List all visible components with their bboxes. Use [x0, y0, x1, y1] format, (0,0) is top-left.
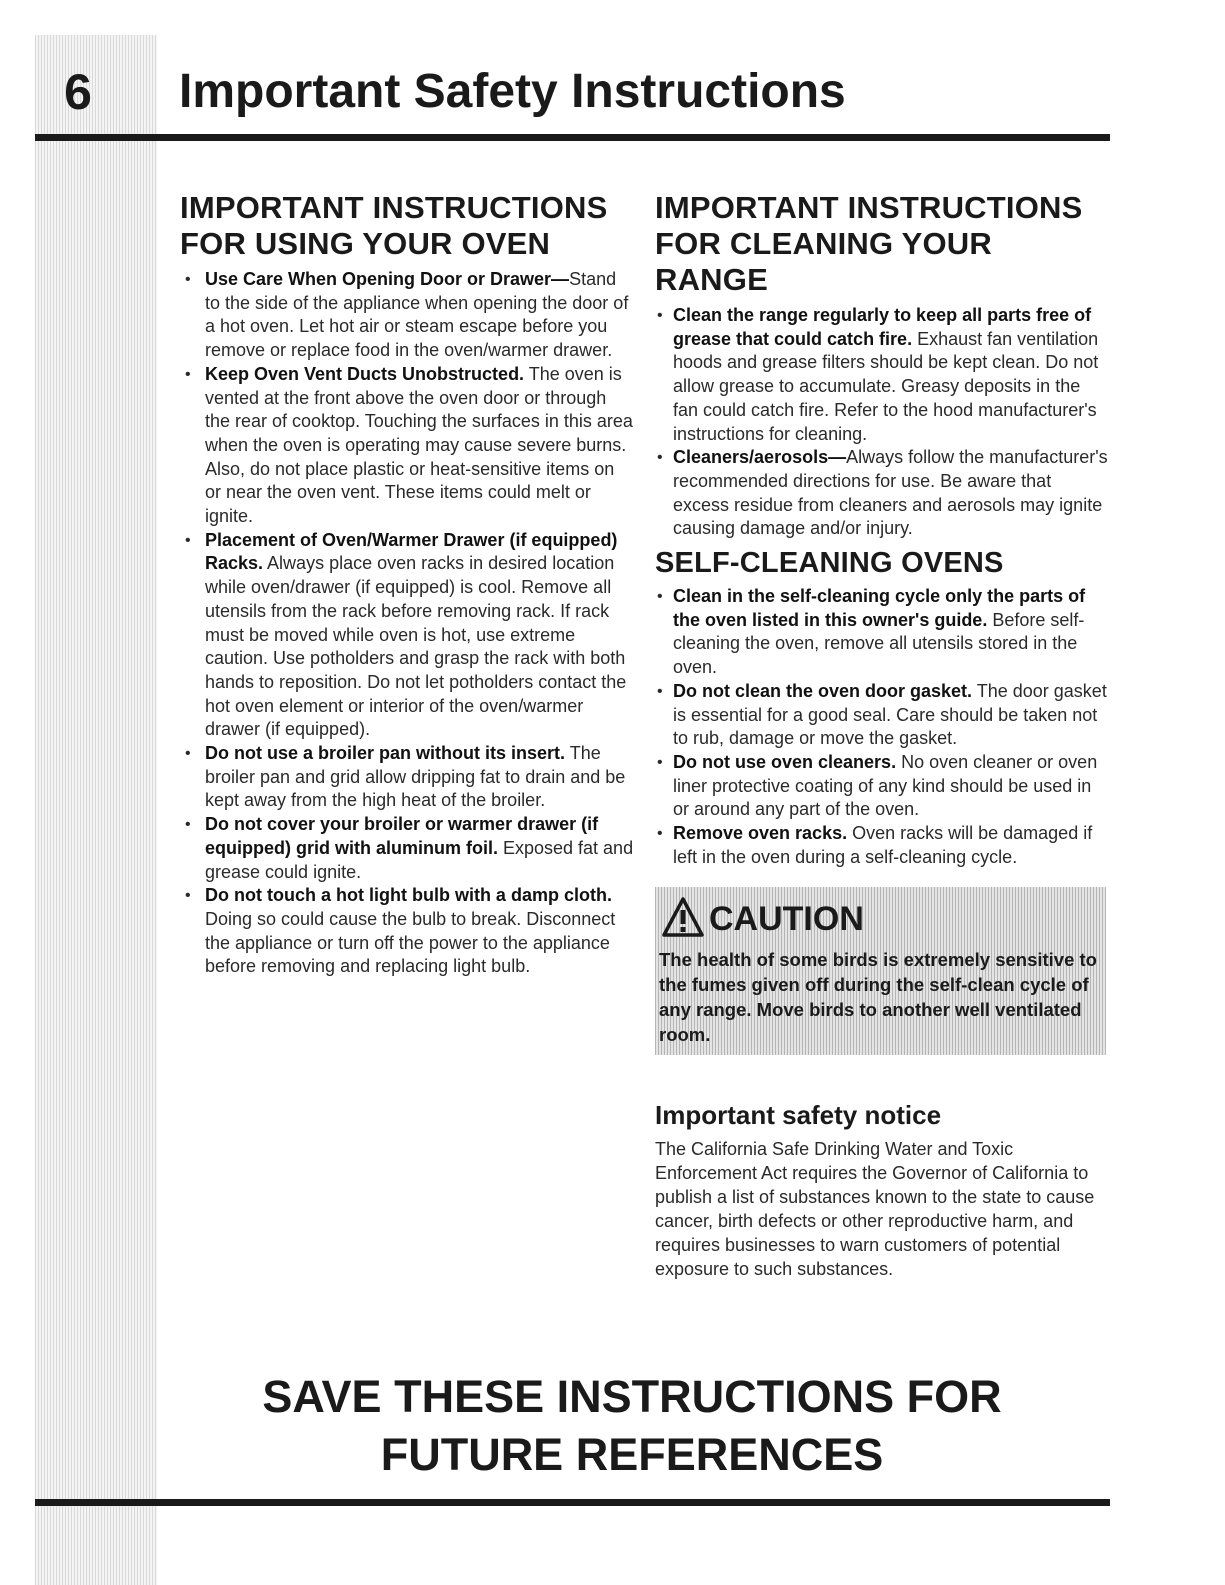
self-cleaning-list — [655, 585, 1110, 869]
item-lead: Cleaners/aerosols— — [673, 447, 847, 468]
item-text: The broiler pan and grid allow dripping fat to drain and be kept away from the high heat of the broiler. — [205, 743, 626, 811]
item-lead: Clean the range regularly to keep all parts free of grease that could catch fire. — [673, 305, 1092, 349]
list-item — [180, 884, 635, 979]
right-column — [655, 190, 1110, 1281]
item-text: No oven cleaner or oven liner protective coating of any kind should be used in or around any part of the oven. — [673, 751, 1098, 820]
item-lead: Placement of Oven/Warmer Drawer (if equipped) Racks. — [205, 529, 618, 574]
caution-title: CAUTION — [709, 899, 864, 938]
item-lead: Use Care When Opening Door or Drawer— — [205, 269, 570, 289]
item-text: Before self-cleaning the oven, remove all utensils stored in the oven. — [673, 609, 1085, 678]
list-item — [655, 751, 1110, 822]
caution-text: The health of some birds is extremely sensitive to the fumes given off during the self-clean cycle of any range. Move birds to another well ventilated room. — [659, 949, 1097, 1046]
item-text: Always place oven racks in desired location while oven/drawer (if equipped) is cool. Remove all utensils from the rack before removing rack. If rack must be moved while oven is hot, use extreme caution. Use potholders and grasp the rack with both hands to reposition. Do not let potholders contact the hot oven element or interior of the oven/warmer drawer (if equipped). — [205, 553, 627, 740]
item-lead: Do not cover your broiler or warmer drawer (if equipped) grid with aluminum foil. — [205, 814, 599, 858]
footer-line-2: FUTURE REFERENCES — [380, 1429, 884, 1480]
list-item — [180, 813, 635, 884]
item-lead: Do not clean the oven door gasket. — [673, 680, 973, 701]
cleaning-instructions-list — [655, 304, 1110, 541]
list-item — [655, 446, 1110, 541]
page-title: Important Safety Instructions — [179, 65, 846, 118]
section-heading-self-cleaning: SELF-CLEANING OVENS — [655, 547, 1004, 580]
left-column — [180, 190, 635, 979]
footer-save-instructions — [157, 1368, 1107, 1484]
list-item — [180, 268, 635, 363]
item-lead: Remove oven racks. — [673, 823, 848, 844]
safety-notice-text: The California Safe Drinking Water and Toxic Enforcement Act requires the Governor of California to publish a list of substances known to the state to cause cancer, birth defects or other reproductive harm, and requires businesses to warn customers of potential exposure to such substances. — [655, 1139, 1095, 1280]
item-lead: Do not use oven cleaners. — [673, 751, 897, 772]
header-rule — [35, 134, 1110, 141]
caution-box — [655, 887, 1106, 1055]
sidebar-stripe — [35, 35, 157, 1585]
list-item — [180, 742, 635, 813]
item-text: Exhaust fan ventilation hoods and grease filters should be kept clean. Do not allow grease to accumulate. Greasy deposits in the fan could catch fire. Refer to the hood manufacturer's instructions for cleaning. — [673, 328, 1099, 444]
list-item — [180, 529, 635, 742]
section-heading-using-oven: IMPORTANT INSTRUCTIONS FOR USING YOUR OVEN — [180, 190, 608, 261]
item-text: Oven racks will be damaged if left in the oven during a self-cleaning cycle. — [673, 823, 1093, 867]
caution-header — [659, 895, 1106, 943]
item-text: The oven is vented at the front above the oven door or through the rear of cooktop. Touching the surfaces in this area when the oven is operating may cause severe burns. Also, do not place plastic or heat-sensitive items on or near the oven vent. These items could melt or ignite. — [205, 363, 633, 527]
list-item — [655, 680, 1110, 751]
list-item — [655, 585, 1110, 680]
item-text: Exposed fat and grease could ignite. — [205, 837, 634, 882]
section-heading-cleaning-range: IMPORTANT INSTRUCTIONS FOR CLEANING YOUR RANGE — [655, 190, 1083, 297]
page-number: 6 — [64, 64, 92, 120]
item-text: Doing so could cause the bulb to break. Disconnect the appliance or turn off the power to the appliance before removing and replacing light bulb. — [205, 908, 616, 977]
item-text: Stand to the side of the appliance when opening the door of a hot oven. Let hot air or steam escape before you remove or replace food in the oven/warmer drawer. — [205, 269, 629, 361]
item-lead: Do not touch a hot light bulb with a damp cloth. — [205, 885, 612, 906]
item-text: The door gasket is essential for a good seal. Care should be taken not to rub, damage or move the gasket. — [673, 680, 1107, 749]
item-text: Always follow the manufacturer's recommended directions for use. Be aware that excess residue from cleaners and aerosols may ignite causing damage and/or injury. — [673, 447, 1108, 539]
item-lead: Keep Oven Vent Ducts Unobstructed. — [205, 363, 525, 384]
safety-notice-title: Important safety notice — [655, 1100, 942, 1131]
footer-line-1: SAVE THESE INSTRUCTIONS FOR — [262, 1371, 1002, 1422]
list-item — [655, 304, 1110, 446]
list-item — [180, 363, 635, 529]
footer-rule — [35, 1499, 1110, 1506]
item-lead: Clean in the self-cleaning cycle only the parts of the oven listed in this owner's guide. — [673, 586, 1086, 630]
warning-triangle-icon — [661, 896, 705, 943]
list-item — [655, 822, 1110, 869]
item-lead: Do not use a broiler pan without its insert. — [205, 743, 566, 764]
oven-instructions-list — [180, 268, 635, 979]
